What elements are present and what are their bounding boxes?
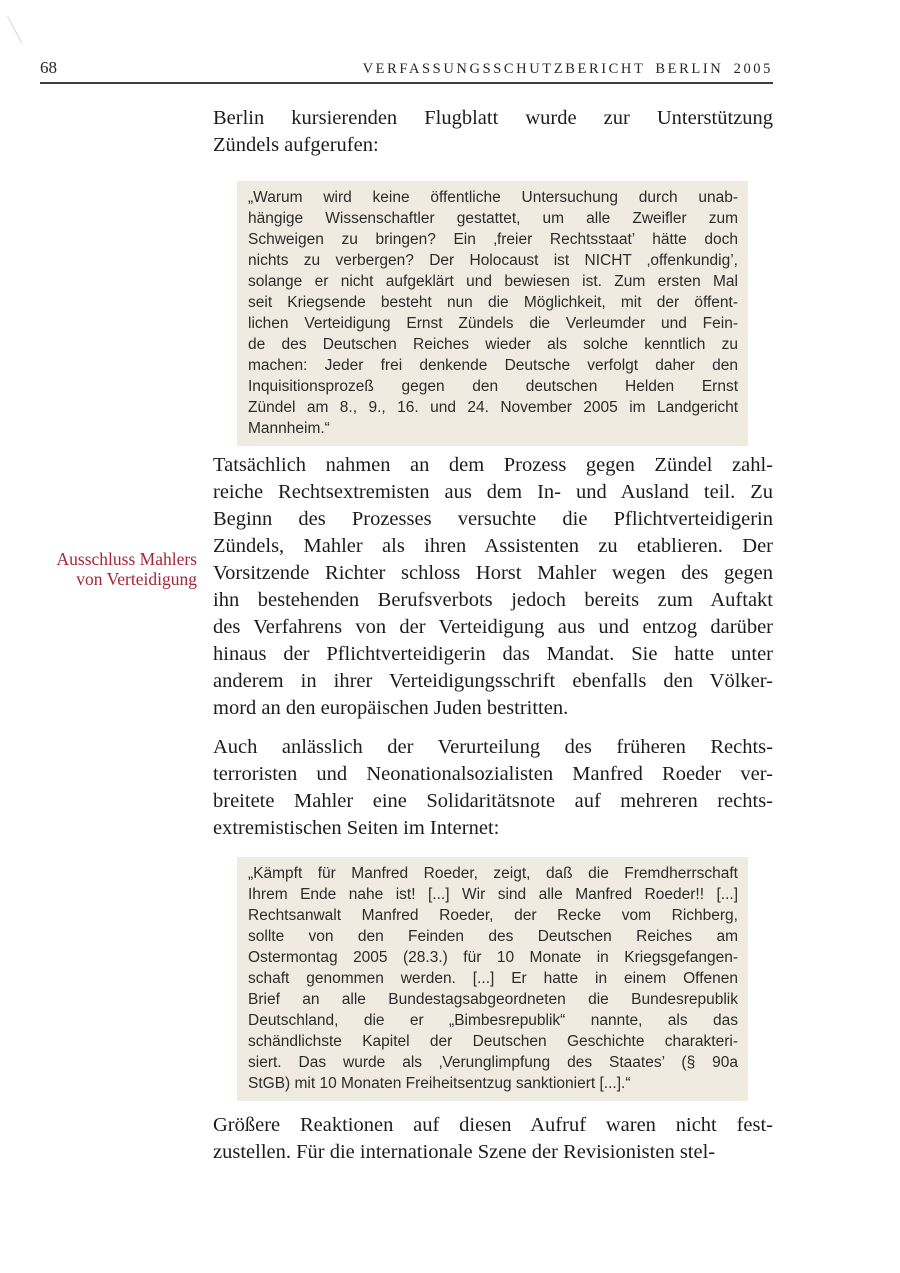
blockquote-roeder-note (237, 857, 748, 1101)
text-line: Zündel am 8., 9., 16. und 24. November 2005 im Landgericht (248, 399, 738, 416)
text-line: Ausschluss Mahlers (56, 549, 197, 569)
text-line: Brief an alle Bundestagsabgeordneten die Bundesrepublik (248, 991, 738, 1008)
body-paragraph-intro (213, 105, 773, 159)
text-line: des Verfahrens von der Verteidigung aus und entzog darüber (213, 616, 773, 638)
text-line: reiche Rechtsextremisten aus dem In- und Ausland teil. Zu (213, 481, 773, 503)
text-line: anderem in ihrer Verteidigungsschrift ebenfalls den Völker- (213, 670, 773, 692)
text-line: Zündels aufgerufen: (213, 134, 379, 156)
text-line: Vorsitzende Richter schloss Horst Mahler wegen des gegen (213, 562, 773, 584)
text-line: siert. Das wurde als ‚Verunglimpfung des Staates’ (§ 90a (248, 1054, 738, 1071)
text-line: hängige Wissenschaftler gestattet, um alle Zweifler zum (248, 210, 738, 227)
body-paragraph-solidarity (213, 734, 773, 842)
text-line: nichts zu verbergen? Der Holocaust ist NICHT ‚offenkundig’, (248, 252, 738, 269)
text-line: Inquisitionsprozeß gegen den deutschen Helden Ernst (248, 378, 738, 395)
text-line: Schweigen zu bringen? Ein ‚freier Rechtsstaat’ hätte doch (248, 231, 738, 248)
text-line: Rechtsanwalt Manfred Roeder, der Recke vom Richberg, (248, 907, 738, 924)
text-line: mord an den europäischen Juden bestritten. (213, 697, 569, 719)
text-line: hinaus der Pflichtverteidigerin das Mandat. Sie hatte unter (213, 643, 773, 665)
body-paragraph-trial (213, 452, 773, 722)
text-line: Berlin kursierenden Flugblatt wurde zur Unterstützung (213, 107, 773, 129)
text-line: terroristen und Neonationalsozialisten Manfred Roeder ver- (213, 763, 773, 785)
text-line: de des Deutschen Reiches wieder als solche kenntlich zu (248, 336, 738, 353)
scan-artifact (7, 16, 22, 43)
page-number: 68 (40, 58, 57, 77)
text-line: schändlichste Kapitel der Deutschen Geschichte charakteri- (248, 1033, 738, 1050)
text-line: StGB) mit 10 Monaten Freiheitsentzug sanktioniert [...].“ (248, 1075, 631, 1092)
running-header-title: VERFASSUNGSSCHUTZBERICHT BERLIN 2005 (362, 61, 773, 77)
text-line: Ihrem Ende nahe ist! [...] Wir sind alle Manfred Roeder!! [...] (248, 886, 738, 903)
blockquote-zundel-flyer (237, 181, 748, 446)
text-line: Größere Reaktionen auf diesen Aufruf waren nicht fest- (213, 1114, 773, 1136)
body-paragraph-closing (213, 1112, 773, 1166)
text-line: Mannheim.“ (248, 420, 330, 437)
text-line: schaft genommen werden. [...] Er hatte in einem Offenen (248, 970, 738, 987)
text-line: „Warum wird keine öffentliche Untersuchung durch unab- (248, 189, 738, 206)
text-line: lichen Verteidigung Ernst Zündels die Verleumder und Fein- (248, 315, 738, 332)
header-divider (40, 82, 773, 84)
text-line: Deutschland, die er „Bimbesrepublik“ nannte, als das (248, 1012, 738, 1029)
text-line: ihn bestehenden Berufsverbots jedoch bereits zum Auftakt (213, 589, 773, 611)
text-line: extremistischen Seiten im Internet: (213, 817, 500, 839)
text-line: Ostermontag 2005 (28.3.) für 10 Monate in Kriegsgefangen- (248, 949, 738, 966)
text-line: Beginn des Prozesses versuchte die Pflichtverteidigerin (213, 508, 773, 530)
text-line: sollte von den Feinden des Deutschen Reiches am (248, 928, 738, 945)
text-line: von Verteidigung (76, 569, 197, 589)
text-line: breitete Mahler eine Solidaritätsnote auf mehreren rechts- (213, 790, 773, 812)
text-line: „Kämpft für Manfred Roeder, zeigt, daß die Fremdherrschaft (248, 865, 738, 882)
text-line: solange er nicht aufgeklärt und bewiesen ist. Zum ersten Mal (248, 273, 738, 290)
text-line: machen: Jeder frei denkende Deutsche verfolgt daher den (248, 357, 738, 374)
margin-note-ausschluss-mahlers (40, 549, 197, 589)
text-line: seit Kriegsende besteht nun die Möglichkeit, mit der öffent- (248, 294, 738, 311)
text-line: Zündels, Mahler als ihren Assistenten zu etablieren. Der (213, 535, 773, 557)
text-line: Auch anlässlich der Verurteilung des früheren Rechts- (213, 736, 773, 758)
text-line: zustellen. Für die internationale Szene der Revisionisten stel- (213, 1141, 716, 1163)
text-line: Tatsächlich nahmen an dem Prozess gegen Zündel zahl- (213, 454, 773, 476)
